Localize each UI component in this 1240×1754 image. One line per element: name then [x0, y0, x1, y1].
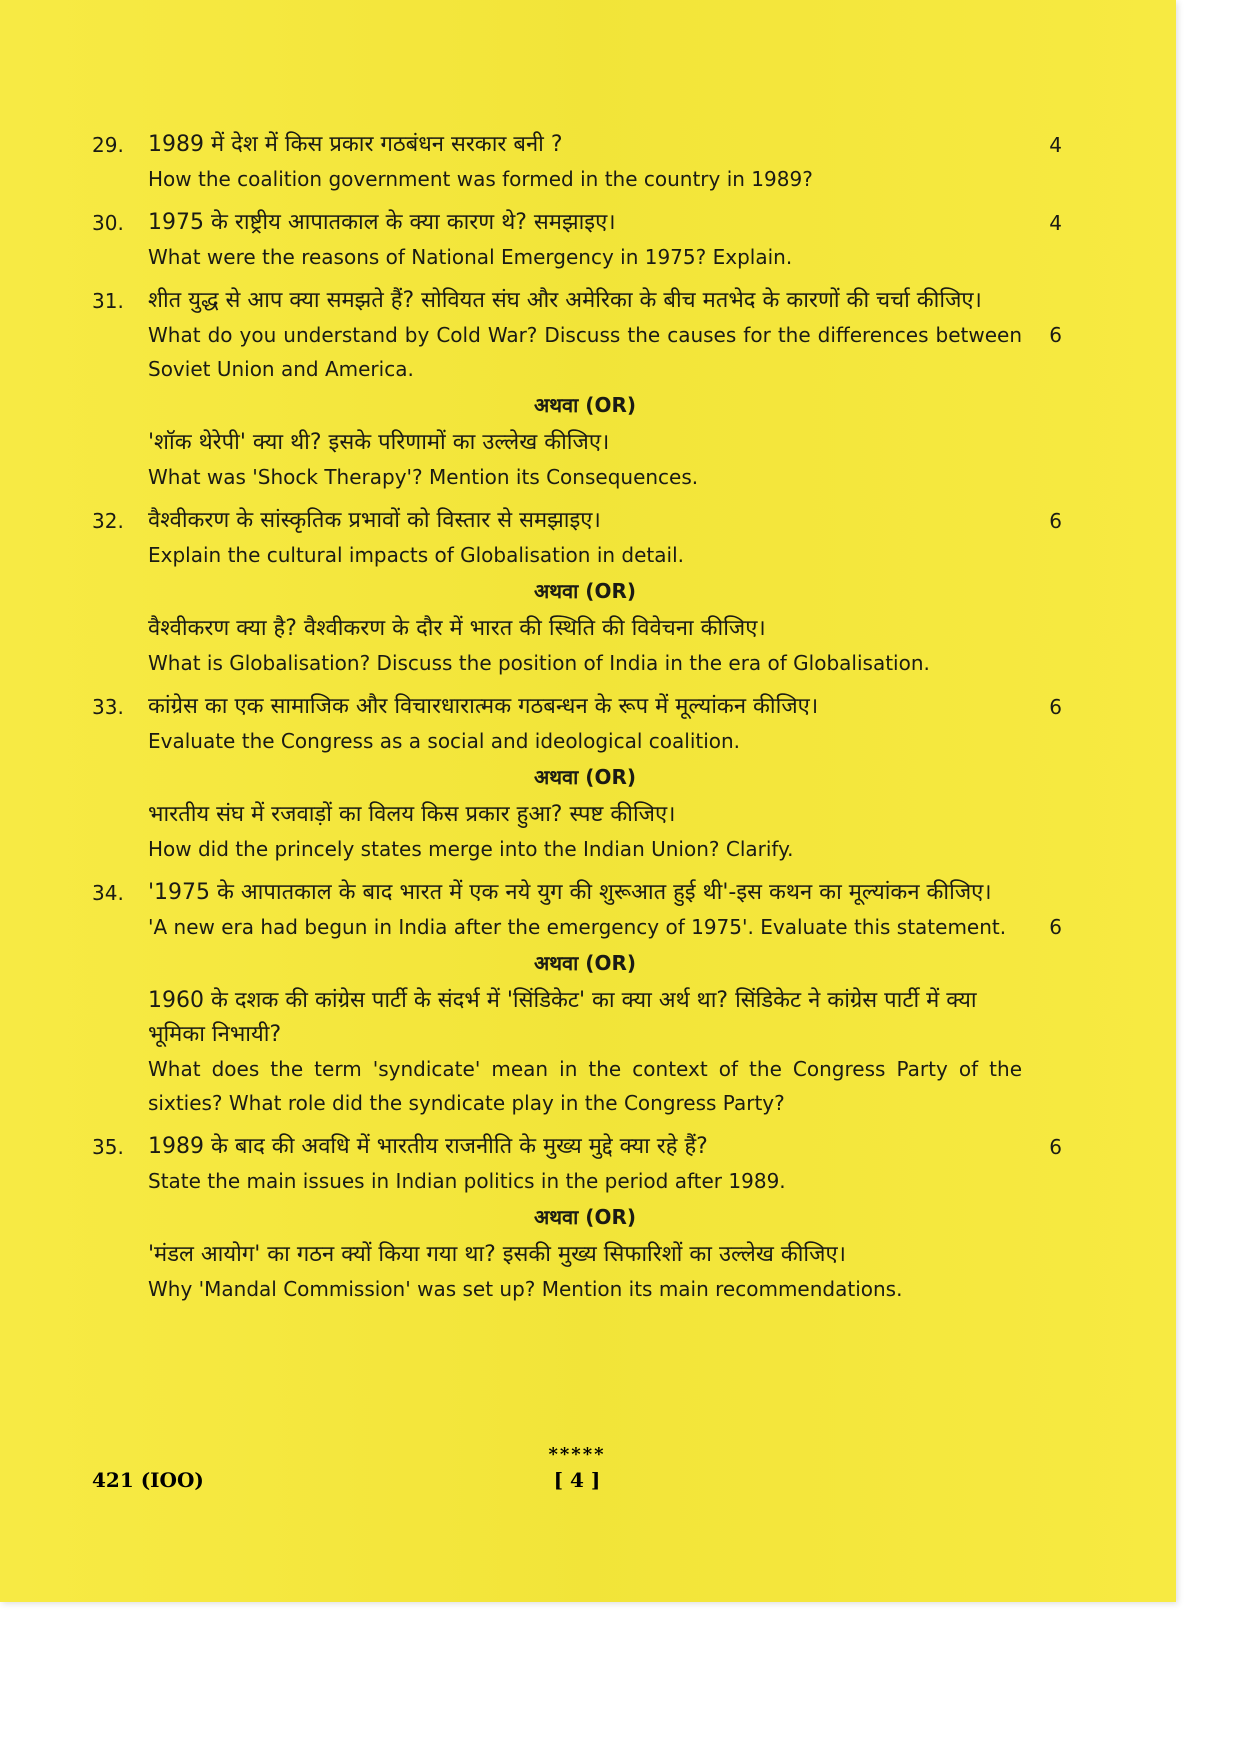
question-marks: 6 [1049, 1135, 1062, 1159]
question-marks: 6 [1049, 915, 1062, 939]
question-text-english: Explain the cultural impacts of Globalisation in detail. [148, 543, 684, 567]
question-marks: 6 [1049, 323, 1062, 347]
question-30 [92, 206, 1062, 274]
alternative-text-english: How did the princely states merge into the Indian Union? Clarify. [148, 837, 794, 861]
question-text-hindi: वैश्वीकरण के सांस्कृतिक प्रभावों को विस्तार से समझाइए। [148, 508, 601, 533]
question-text-hindi: कांग्रेस का एक सामाजिक और विचारधारात्मक गठबन्धन के रूप में मूल्यांकन कीजिए। [148, 694, 819, 719]
alternative-text-english: What does the term 'syndicate' mean in the context of the Congress Party of the sixties? What role did the syndicate play in the Congress Party? [148, 1057, 1022, 1115]
question-text-hindi: 1989 के बाद की अवधि में भारतीय राजनीति के मुख्य मुद्दे क्या रहे हैं? [148, 1134, 708, 1159]
alternative-text-hindi: वैश्वीकरण क्या है? वैश्वीकरण के दौर में भारत की स्थिति की विवेचना कीजिए। [148, 616, 766, 641]
question-marks: 4 [1049, 211, 1062, 235]
question-text-hindi: 1975 के राष्ट्रीय आपातकाल के क्या कारण थे? समझाइए। [148, 210, 616, 235]
alternative-text-hindi: 'मंडल आयोग' का गठन क्यों किया गया था? इसकी मुख्य सिफारिशों का उल्लेख कीजिए। [148, 1242, 846, 1267]
end-marker: ***** [548, 1444, 606, 1465]
or-separator: अथवा (OR) [533, 393, 636, 417]
alternative-text-english: Why 'Mandal Commission' was set up? Mention its main recommendations. [148, 1277, 903, 1301]
alternative-text-english: What was 'Shock Therapy'? Mention its Consequences. [148, 465, 699, 489]
or-separator: अथवा (OR) [533, 765, 636, 789]
or-separator: अथवा (OR) [533, 1205, 636, 1229]
question-number: 29. [92, 133, 124, 157]
or-separator: अथवा (OR) [533, 951, 636, 975]
question-number: 31. [92, 289, 124, 313]
question-text-english: Evaluate the Congress as a social and ideological coalition. [148, 729, 741, 753]
question-number: 34. [92, 881, 124, 905]
question-32 [92, 504, 1062, 680]
question-number: 32. [92, 509, 124, 533]
question-33 [92, 690, 1062, 866]
alternative-text-hindi: 'शॉक थेरेपी' क्या थी? इसके परिणामों का उल्लेख कीजिए। [148, 430, 610, 455]
alternative-text-english: What is Globalisation? Discuss the position of India in the era of Globalisation. [148, 651, 930, 675]
question-text-hindi: शीत युद्ध से आप क्या समझते हैं? सोवियत संघ और अमेरिका के बीच मतभेद के कारणों की चर्चा कीजिए। [148, 288, 982, 313]
page-footer [92, 1444, 1062, 1504]
question-35 [92, 1130, 1062, 1306]
alternative-text-hindi: 1960 के दशक की कांग्रेस पार्टी के संदर्भ में 'सिंडिकेट' का क्या अर्थ था? सिंडिकेट ने कांग्रेस पार्टी में क्या भूमिका निभायी? [148, 988, 977, 1047]
question-34 [92, 876, 1062, 1120]
question-text-english: What were the reasons of National Emergency in 1975? Explain. [148, 245, 793, 269]
paper-code: 421 (IOO) [92, 1468, 204, 1492]
question-text-english: 'A new era had begun in India after the emergency of 1975'. Evaluate this statement. [148, 915, 1007, 939]
question-text-hindi: '1975 के आपातकाल के बाद भारत में एक नये युग की शुरूआत हुई थी'-इस कथन का मूल्यांकन कीजिए। [148, 880, 992, 905]
question-text-english: How the coalition government was formed in the country in 1989? [148, 167, 813, 191]
question-29 [92, 128, 1062, 196]
question-text-english: What do you understand by Cold War? Discuss the causes for the differences between Soviet Union and America. [148, 323, 1022, 381]
question-text-hindi: 1989 में देश में किस प्रकार गठबंधन सरकार बनी ? [148, 132, 563, 157]
question-marks: 6 [1049, 695, 1062, 719]
page-number: [ 4 ] [553, 1468, 601, 1492]
question-marks: 6 [1049, 509, 1062, 533]
question-list [92, 128, 1062, 1316]
question-number: 30. [92, 211, 124, 235]
alternative-text-hindi: भारतीय संघ में रजवाड़ों का विलय किस प्रकार हुआ? स्पष्ट कीजिए। [148, 802, 676, 827]
question-marks: 4 [1049, 133, 1062, 157]
or-separator: अथवा (OR) [533, 579, 636, 603]
question-number: 35. [92, 1135, 124, 1159]
question-31 [92, 284, 1062, 494]
question-number: 33. [92, 695, 124, 719]
question-text-english: State the main issues in Indian politics in the period after 1989. [148, 1169, 786, 1193]
